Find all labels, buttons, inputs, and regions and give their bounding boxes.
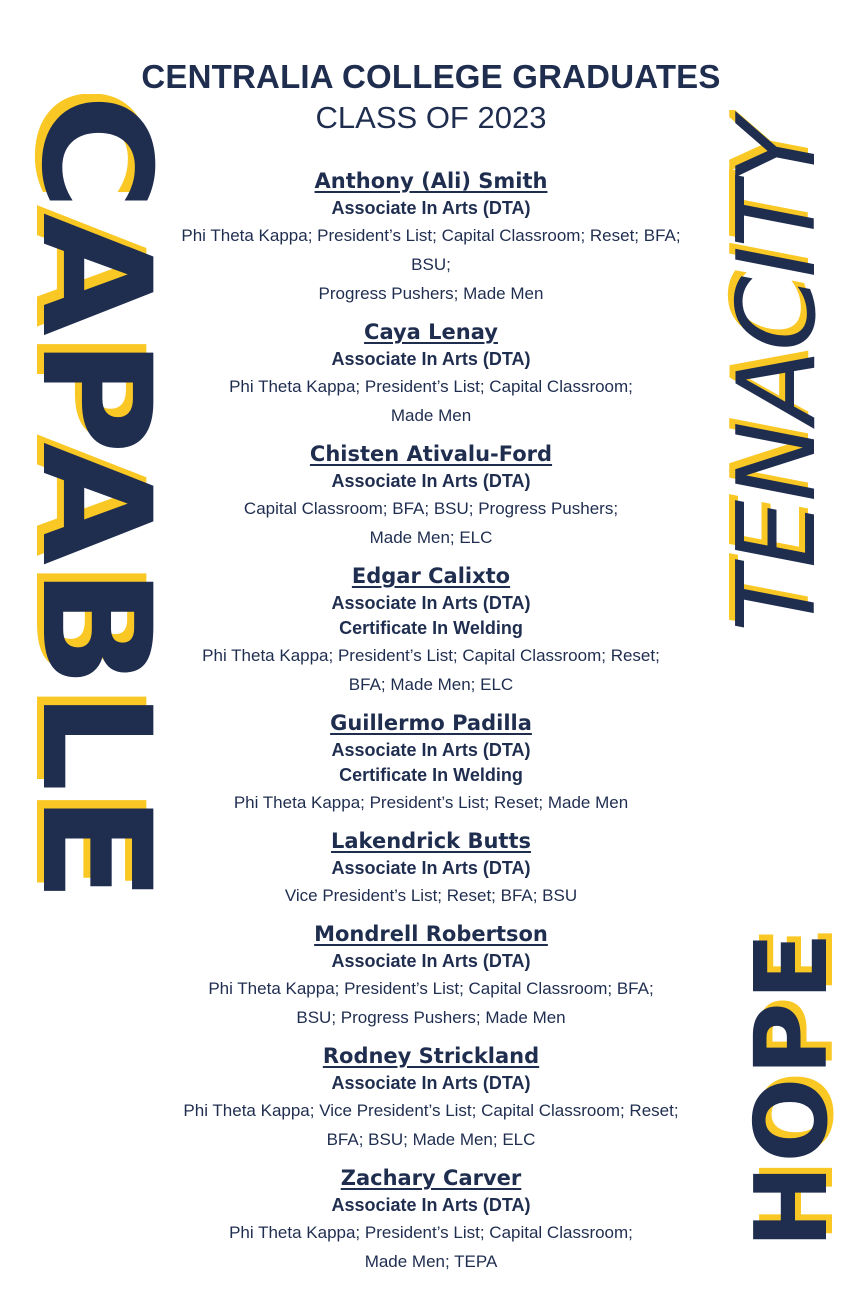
tenacity-word [715, 120, 844, 750]
graduate-entry [178, 919, 684, 1032]
graduate-entry [178, 708, 684, 817]
graduate-degree: Associate In Arts (DTA) [331, 349, 531, 369]
graduate-honors-line: Phi Theta Kappa; President’s List; Capital Classroom; [229, 377, 633, 396]
graduate-degree: Associate In Arts (DTA) [331, 740, 531, 760]
graduate-name: Rodney Strickland [322, 1044, 540, 1068]
poster-subtitle: CLASS OF 2023 [315, 100, 547, 135]
graduate-honors-line: Phi Theta Kappa; President’s List; Reset; Made Men [233, 793, 629, 812]
graduate-degree: Associate In Arts (DTA) [331, 1073, 531, 1093]
graduate-honors-line: Phi Theta Kappa; President’s List; Capital Classroom; [229, 1223, 633, 1242]
hope-text: HOPE [733, 930, 850, 1249]
graduate-degree: Associate In Arts (DTA) [331, 471, 531, 491]
graduate-honors-line: Phi Theta Kappa; President’s List; Capital Classroom; Reset; [202, 646, 660, 665]
graduate-degree: Associate In Arts (DTA) [331, 1195, 531, 1215]
graduate-entry [178, 439, 684, 552]
graduate-degree: Associate In Arts (DTA) [331, 198, 531, 218]
graduate-entry [178, 166, 684, 308]
graduate-entry [178, 317, 684, 430]
graduate-name: Chisten Ativalu-Ford [309, 442, 553, 466]
tenacity-text: TENACITY [715, 120, 840, 633]
graduate-honors-line: Phi Theta Kappa; President’s List; Capital Classroom; BFA; [208, 979, 654, 998]
graduate-certificate: Certificate In Welding [339, 618, 523, 638]
graduate-honors-line: Capital Classroom; BFA; BSU; Progress Pushers; [243, 499, 619, 518]
graduate-honors-line: Made Men [390, 406, 472, 425]
graduate-name: Mondrell Robertson [314, 922, 548, 946]
graduate-honors-line: Phi Theta Kappa; Vice President’s List; Capital Classroom; Reset; [183, 1101, 679, 1120]
graduate-honors-line: Made Men; TEPA [364, 1252, 498, 1271]
graduate-name: Anthony (Ali) Smith [314, 169, 548, 193]
graduate-degree: Associate In Arts (DTA) [331, 951, 531, 971]
graduate-honors-line: Made Men; ELC [369, 528, 493, 547]
capable-word [8, 94, 182, 1039]
graduate-honors-line: BSU; Progress Pushers; Made Men [296, 1008, 566, 1027]
graduate-name: Edgar Calixto [351, 564, 511, 588]
graduate-entry [178, 1041, 684, 1154]
graduate-name: Zachary Carver [340, 1166, 522, 1190]
graduate-name: Caya Lenay [364, 320, 498, 344]
graduate-name: Lakendrick Butts [331, 829, 531, 853]
poster-title: CENTRALIA COLLEGE GRADUATES [141, 58, 721, 95]
graduate-entry [178, 561, 684, 699]
graduate-entry [178, 826, 684, 910]
capable-text: CAPABLE [8, 94, 182, 905]
hope-word [733, 930, 850, 1300]
graduate-honors-line: Vice President’s List; Reset; BFA; BSU [284, 886, 578, 905]
graduate-degree: Associate In Arts (DTA) [331, 858, 531, 878]
graduate-entry [178, 1163, 684, 1276]
graduate-honors-line: BFA; Made Men; ELC [348, 675, 514, 694]
graduate-degree: Associate In Arts (DTA) [331, 593, 531, 613]
graduate-name: Guillermo Padilla [330, 711, 532, 735]
graduate-certificate: Certificate In Welding [339, 765, 523, 785]
graduate-honors-line: BFA; BSU; Made Men; ELC [326, 1130, 536, 1149]
graduate-honors-line: Progress Pushers; Made Men [318, 284, 544, 303]
graduate-list [178, 166, 684, 1285]
graduate-honors-line: Phi Theta Kappa; President’s List; Capital Classroom; Reset; BFA; BSU; [181, 226, 681, 274]
